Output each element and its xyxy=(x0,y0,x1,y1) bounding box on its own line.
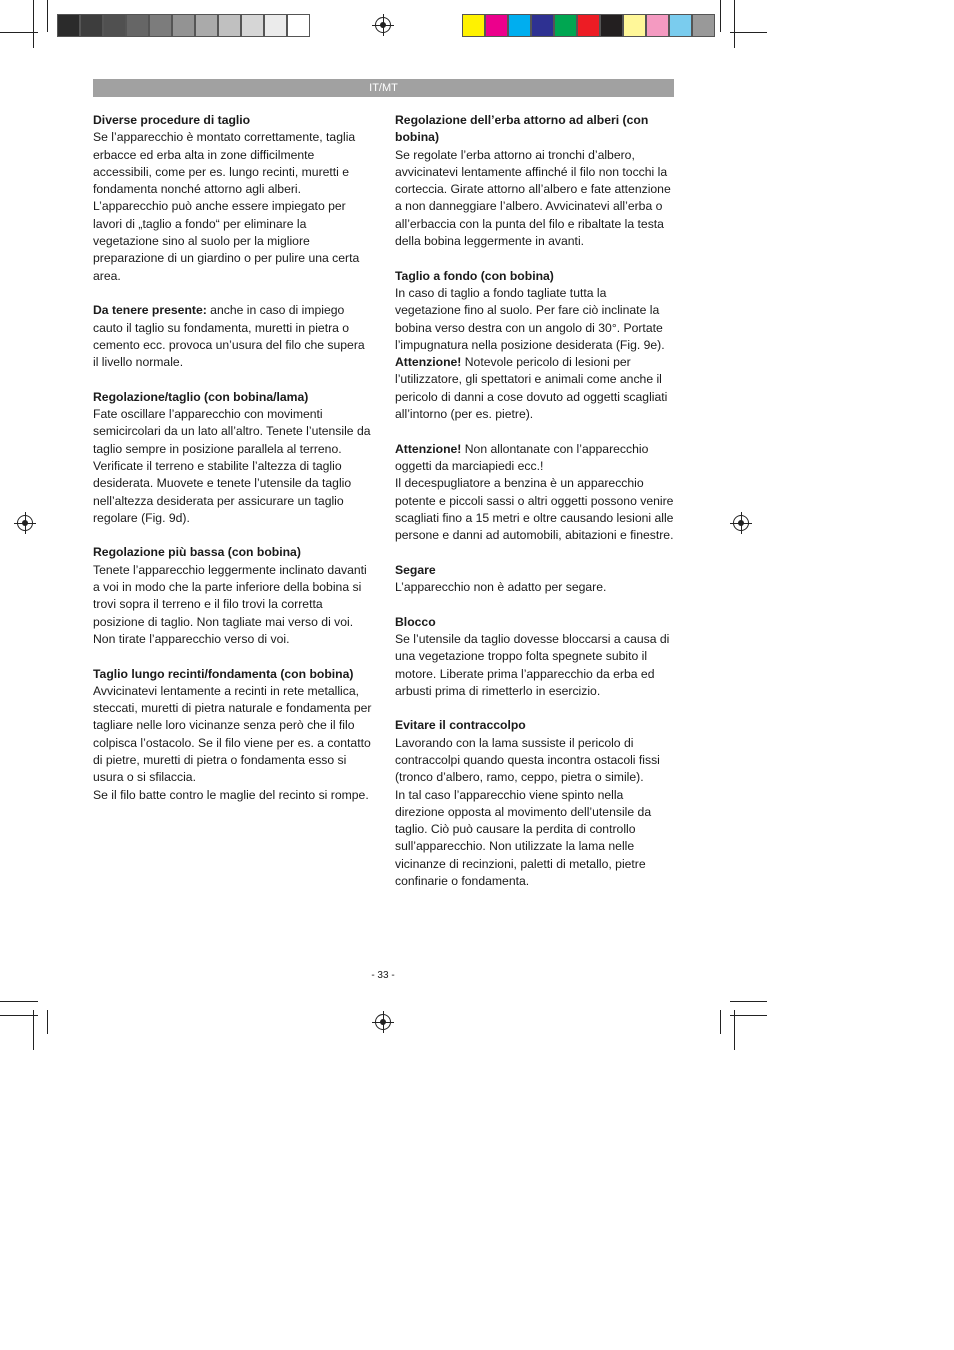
color-swatch xyxy=(600,14,623,37)
crop-mark xyxy=(734,0,735,48)
paragraph-text: L’apparecchio non è adatto per segare. xyxy=(395,580,607,595)
paragraph xyxy=(395,631,675,700)
crop-mark xyxy=(720,1010,721,1034)
paragraph xyxy=(395,735,675,787)
color-swatch xyxy=(103,14,126,37)
color-swatch xyxy=(172,14,195,37)
registration-mark-icon xyxy=(375,17,391,33)
color-swatch xyxy=(531,14,554,37)
crop-mark xyxy=(0,32,38,33)
color-swatch xyxy=(577,14,600,37)
color-swatch xyxy=(554,14,577,37)
section-heading: Regolazione/taglio (con bobina/lama) xyxy=(93,389,309,404)
crop-mark xyxy=(730,1015,767,1016)
crop-mark xyxy=(33,1010,34,1050)
paragraph xyxy=(395,579,675,596)
color-swatch xyxy=(692,14,715,37)
section xyxy=(93,544,373,648)
crop-mark xyxy=(47,1010,48,1034)
paragraph xyxy=(395,475,675,544)
section xyxy=(93,666,373,804)
section-heading: Regolazione dell’erba attorno ad alberi (con bobina) xyxy=(395,113,649,145)
paragraph xyxy=(395,441,675,476)
paragraph-text: Tenete l’apparecchio leggermente inclinato davanti a voi in modo che la parte inferiore della bobina si trovi sopra il terreno e il filo trovi la corretta posizione di taglio. Non tagliate mai verso di voi. Non tirate l’apparecchio verso di voi. xyxy=(93,562,367,646)
paragraph xyxy=(395,787,675,891)
paragraph xyxy=(93,302,373,371)
page-number: - 33 - xyxy=(371,970,395,981)
grayscale-color-bar xyxy=(57,14,310,37)
crop-mark xyxy=(720,0,721,32)
left-column xyxy=(93,112,373,821)
registration-mark-icon xyxy=(375,1014,391,1030)
section xyxy=(395,112,675,250)
color-swatch xyxy=(195,14,218,37)
paragraph-text: Il decespugliatore a benzina è un apparecchio potente e piccoli sassi o altri oggetti possono venire scagliati fino a 15 metri e oltre causando lesioni alle persone e danni ad automobili, abitazioni e finestre. xyxy=(395,476,674,543)
color-swatch xyxy=(218,14,241,37)
section xyxy=(93,302,373,371)
crop-mark xyxy=(730,32,767,33)
color-swatch xyxy=(126,14,149,37)
section xyxy=(395,614,675,700)
section xyxy=(395,562,675,597)
crop-mark xyxy=(730,1001,767,1002)
paragraph-lead: Attenzione! xyxy=(395,441,462,456)
paragraph-text: Non allontanate con l’apparecchio oggetti da marciapiedi ecc.! xyxy=(395,441,649,473)
paragraph xyxy=(395,285,675,354)
color-swatch xyxy=(623,14,646,37)
color-swatch xyxy=(241,14,264,37)
paragraph xyxy=(93,129,373,285)
paragraph-text: Se l’apparecchio è montato correttamente, taglia erbacce ed erba alta in zone difficilmente accessibili, come per es. lungo recinti, muretti e fondamenta nonché attorno agli alberi. L’apparecchio può anche essere impiegato per lavori di „taglio a fondo“ per eliminare la vegetazione sino al suolo per la migliore preparazione di un giardino o per pulire una certa area. xyxy=(93,130,360,283)
paragraph-text: Se il filo batte contro le maglie del recinto si rompe. xyxy=(93,787,369,802)
section-heading: Regolazione più bassa (con bobina) xyxy=(93,545,301,560)
color-swatch xyxy=(462,14,485,37)
section-heading: Diverse procedure di taglio xyxy=(93,113,251,127)
paragraph-text: Fate oscillare l’apparecchio con movimenti semicircolari da un lato all’altro. Tenete l’utensile da taglio sempre in posizione parallela al terreno. Verificate il terreno e stabilite l’altezza di taglio desiderata. Muovete e tenete l’utensile da taglio nell’altezza desiderata per assicurare un taglio regolare (Fig. 9d). xyxy=(93,407,371,525)
paragraph-lead: Da tenere presente: xyxy=(93,303,207,318)
crop-mark xyxy=(47,0,48,32)
crop-mark xyxy=(734,1010,735,1050)
registration-mark-icon xyxy=(733,515,749,531)
color-swatch xyxy=(508,14,531,37)
language-header: IT/MT xyxy=(93,79,674,97)
section-heading: Taglio a fondo (con bobina) xyxy=(395,268,554,283)
color-swatch xyxy=(264,14,287,37)
section xyxy=(395,268,675,424)
paragraph xyxy=(93,787,373,804)
section xyxy=(93,112,373,285)
section xyxy=(395,717,675,890)
paragraph-text: In tal caso l’apparecchio viene spinto nella direzione opposta al movimento dell’utensile da taglio. Ciò può causare la perdita di controllo sull’apparecchio. Non utilizzate la lama nelle vicinanze di recinzioni, paletti di metallo, pietre confinarie o fondamenta. xyxy=(395,787,652,889)
paragraph xyxy=(93,406,373,527)
color-swatch xyxy=(57,14,80,37)
paragraph-text: Se l’utensile da taglio dovesse bloccarsi a causa di una vegetazione troppo folta spegnete subito il motore. Liberate prima l’apparecchio da erba ed arbusti prima di rimetterlo in esercizio. xyxy=(395,631,670,698)
color-swatch xyxy=(149,14,172,37)
section-heading: Blocco xyxy=(395,614,436,629)
crop-mark xyxy=(0,1001,38,1002)
paragraph-text: In caso di taglio a fondo tagliate tutta la vegetazione fino al suolo. Per fare ciò inclinate la bobina verso destra con un angolo di 30°. Portate l’impugnatura nella posizione desiderata (Fig. 9e). xyxy=(395,285,665,352)
color-swatch xyxy=(80,14,103,37)
process-color-bar xyxy=(462,14,715,37)
color-swatch xyxy=(287,14,310,37)
color-swatch xyxy=(646,14,669,37)
paragraph-text: Avvicinatevi lentamente a recinti in rete metallica, steccati, muretti di pietra naturale e fondamenta per tagliare nelle loro vicinanze senza però che il filo colpisca l’ostacolo. Se il filo viene per es. a contatto di pietre, muretti di pietra o fondamenta esso si usura o si sfilaccia. xyxy=(93,683,372,785)
paragraph-text: Notevole pericolo di lesioni per l’utilizzatore, gli spettatori e animali come anche il pericolo di danni a cose dovuto ad oggetti scagliati all’intorno (per es. pietre). xyxy=(395,355,668,422)
section xyxy=(93,389,373,527)
paragraph-lead: Attenzione! xyxy=(395,355,462,370)
paragraph xyxy=(395,354,675,423)
paragraph xyxy=(395,147,675,251)
section-heading: Segare xyxy=(395,562,436,577)
right-column xyxy=(395,112,675,908)
registration-mark-icon xyxy=(17,515,33,531)
section-heading: Evitare il contraccolpo xyxy=(395,718,526,733)
section xyxy=(395,441,675,545)
crop-mark xyxy=(33,0,34,48)
section-heading: Taglio lungo recinti/fondamenta (con bobina) xyxy=(93,666,354,681)
color-swatch xyxy=(485,14,508,37)
paragraph xyxy=(93,562,373,648)
color-swatch xyxy=(669,14,692,37)
paragraph xyxy=(93,683,373,787)
paragraph-text: anche in caso di impiego cauto il taglio su fondamenta, muretti in pietra o cemento ecc. provoca un’usura del filo che supera il livello normale. xyxy=(93,303,365,370)
paragraph-text: Se regolate l’erba attorno ai tronchi d’albero, avvicinatevi lentamente affinché il filo non tocchi la corteccia. Girate attorno all’albero e fate attenzione a non danneggiare l’albero. Avvicinatevi all’erba o all’erbaccia con la punta del filo e ribaltate la testa della bobina leggermente in avanti. xyxy=(395,147,671,249)
paragraph-text: Lavorando con la lama sussiste il pericolo di contraccolpi quando questa incontra ostacoli fissi (tronco d’albero, ramo, ceppo, pietra o simile). xyxy=(395,735,660,785)
